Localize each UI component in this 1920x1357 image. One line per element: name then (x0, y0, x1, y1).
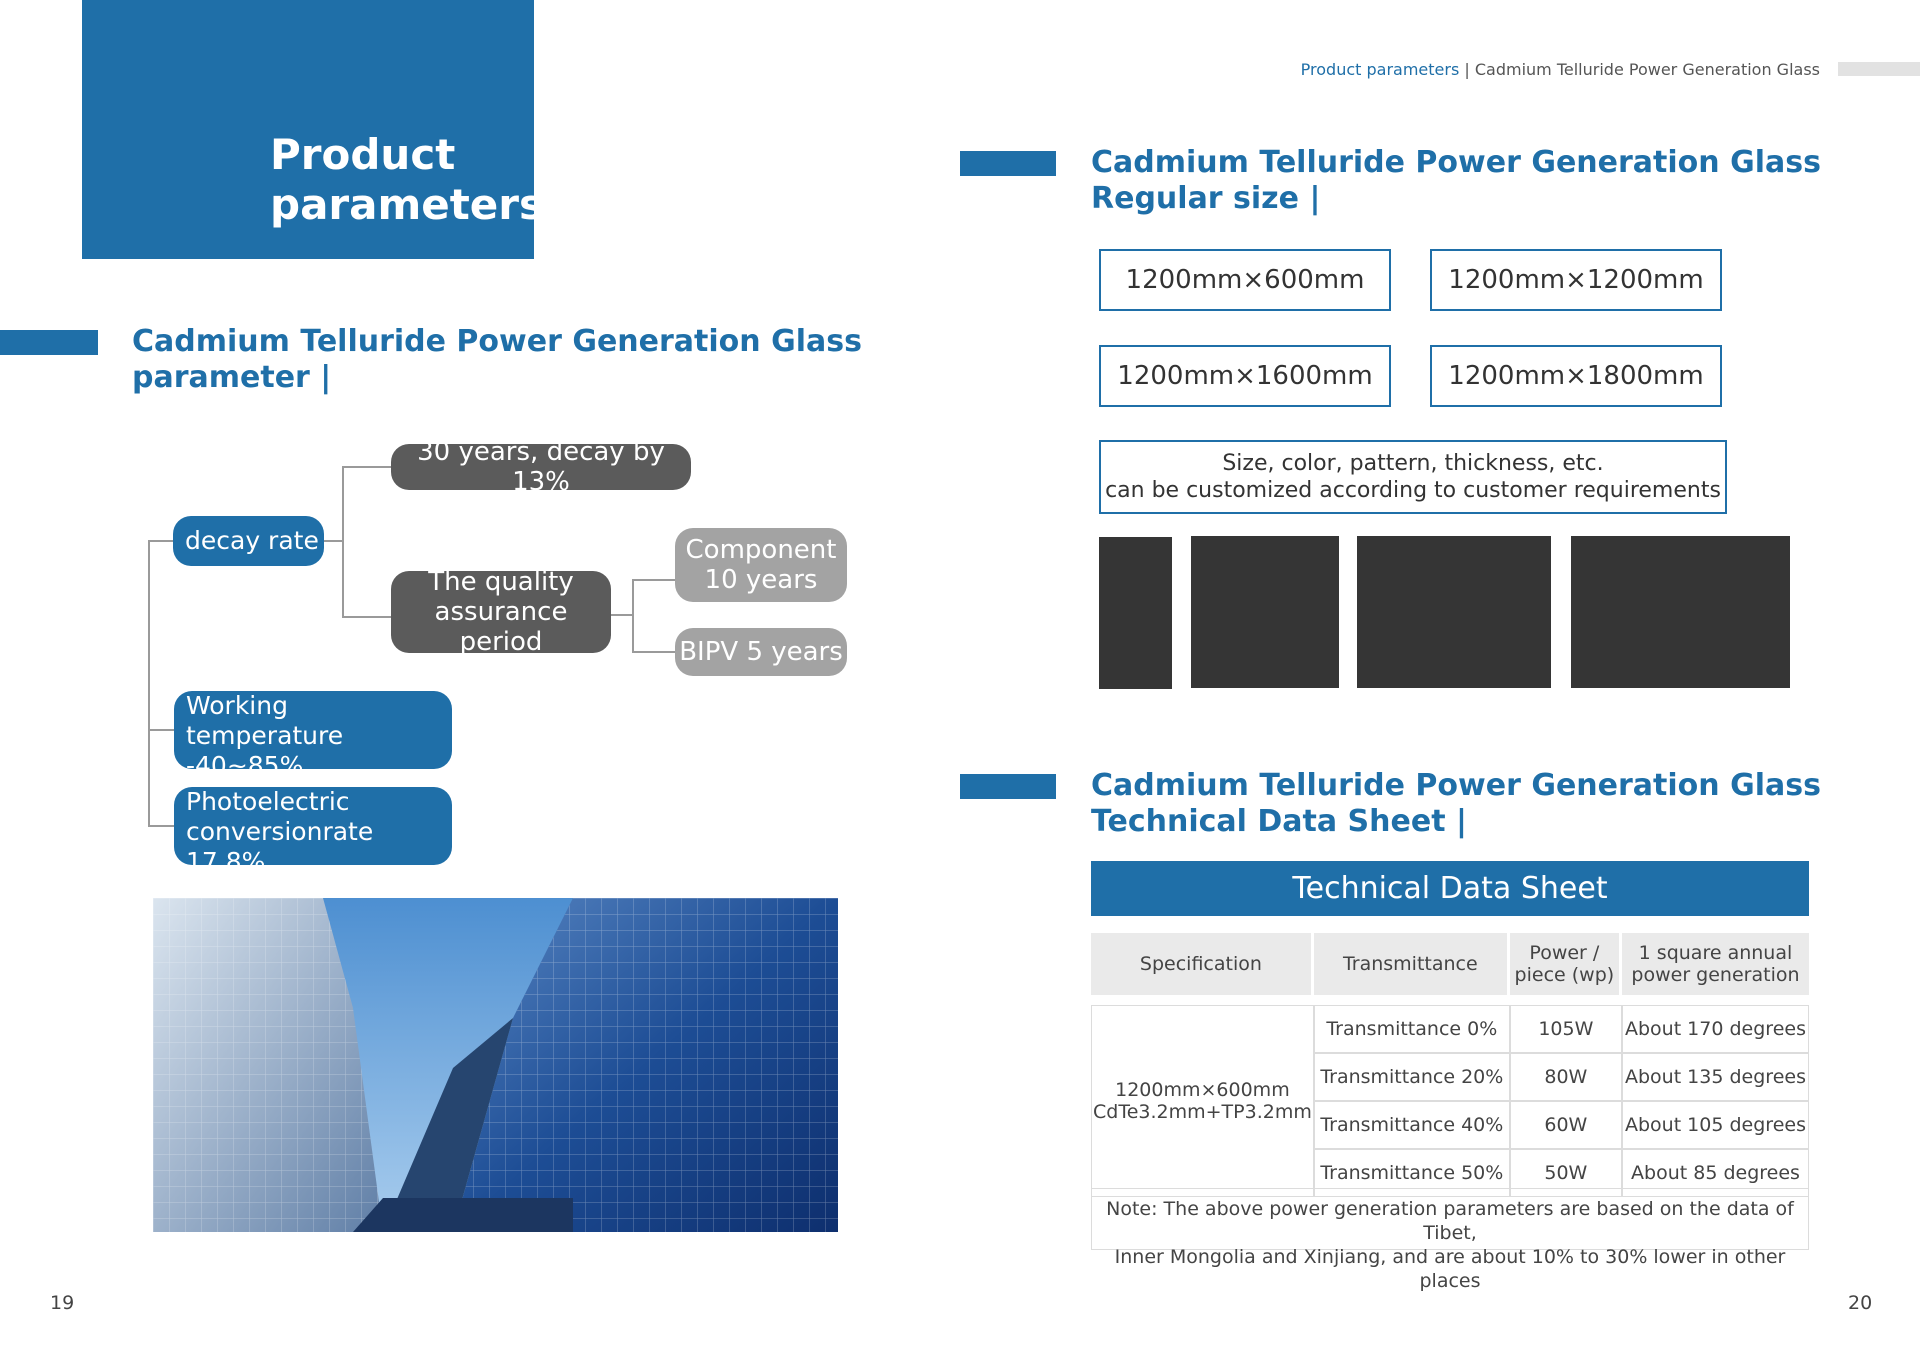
glass-panel-sample (1357, 536, 1551, 688)
running-header: Product parameters | Cadmium Telluride Power Generation Glass (1300, 60, 1820, 79)
column-header-specification: Specification (1091, 933, 1314, 995)
table-footnote: Note: The above power generation parameters are based on the data of Tibet, Inner Mongolia and Xinjiang, and are about 10% to 30% lower in other places (1091, 1188, 1809, 1250)
glass-panel-sample (1571, 536, 1790, 688)
section-title-regular-size: Cadmium Telluride Power Generation Glass Regular size | (1091, 145, 1821, 216)
tree-line (342, 466, 392, 468)
power-cell: 60W (1510, 1101, 1622, 1149)
header-accent-bar (1838, 62, 1920, 76)
tree-line (342, 466, 344, 618)
working-temperature-node: Working temperature -40~85% (174, 691, 452, 769)
column-header-transmittance: Transmittance (1314, 933, 1510, 995)
technical-data-table (1091, 933, 1809, 1197)
decay-value-node: 30 years, decay by 13% (391, 444, 691, 490)
section-title-parameter: Cadmium Telluride Power Generation Glass parameter | (132, 324, 862, 395)
annual-cell: About 105 degrees (1622, 1101, 1809, 1149)
decay-rate-node: decay rate (173, 516, 324, 566)
page-number-right: 20 (1848, 1292, 1873, 1314)
page-number-left: 19 (50, 1292, 75, 1314)
building-photo (153, 898, 838, 1232)
annual-cell: About 135 degrees (1622, 1053, 1809, 1101)
quality-assurance-node: The quality assurance period (391, 571, 611, 653)
section-marker-bar (0, 330, 98, 355)
tree-line (148, 540, 174, 542)
glass-panel-sample (1191, 536, 1339, 688)
transmittance-cell: Transmittance 40% (1314, 1101, 1510, 1149)
section-marker-bar (960, 151, 1056, 176)
tree-line (148, 540, 150, 827)
size-option: 1200mm×1800mm (1430, 345, 1722, 407)
tree-line (342, 616, 392, 618)
photoelectric-node: Photoelectric conversionrate 17.8% (174, 787, 452, 865)
bipv-warranty-node: BIPV 5 years (675, 628, 847, 676)
title-block (82, 0, 544, 259)
tree-line (632, 579, 634, 653)
size-option: 1200mm×1600mm (1099, 345, 1391, 407)
data-sheet-header: Technical Data Sheet (1091, 861, 1809, 916)
tree-line (148, 825, 174, 827)
column-header-power: Power / piece (wp) (1510, 933, 1622, 995)
glass-panel-sample (1099, 537, 1172, 689)
table-row (1091, 1005, 1809, 1053)
annual-cell: About 85 degrees (1622, 1149, 1809, 1197)
size-option: 1200mm×1200mm (1430, 249, 1722, 311)
section-title-data-sheet: Cadmium Telluride Power Generation Glass Technical Data Sheet | (1091, 768, 1821, 839)
component-warranty-node: Component 10 years (675, 528, 847, 602)
column-header-annual: 1 square annual power generation (1622, 933, 1809, 995)
transmittance-cell: Transmittance 0% (1314, 1005, 1510, 1053)
size-option: 1200mm×600mm (1099, 249, 1391, 311)
tree-line (324, 540, 344, 542)
power-cell: 105W (1510, 1005, 1622, 1053)
specification-cell: 1200mm×600mm CdTe3.2mm+TP3.2mm (1091, 1005, 1314, 1197)
transmittance-cell: Transmittance 20% (1314, 1053, 1510, 1101)
tree-line (632, 651, 676, 653)
customization-note: Size, color, pattern, thickness, etc. can be customized according to customer requirements (1099, 440, 1727, 514)
tree-line (632, 579, 676, 581)
section-marker-bar (960, 774, 1056, 799)
page-title: Product parameters (270, 130, 544, 229)
power-cell: 80W (1510, 1053, 1622, 1101)
annual-cell: About 170 degrees (1622, 1005, 1809, 1053)
power-cell: 50W (1510, 1149, 1622, 1197)
transmittance-cell: Transmittance 50% (1314, 1149, 1510, 1197)
tree-line (610, 614, 634, 616)
tree-line (148, 729, 174, 731)
